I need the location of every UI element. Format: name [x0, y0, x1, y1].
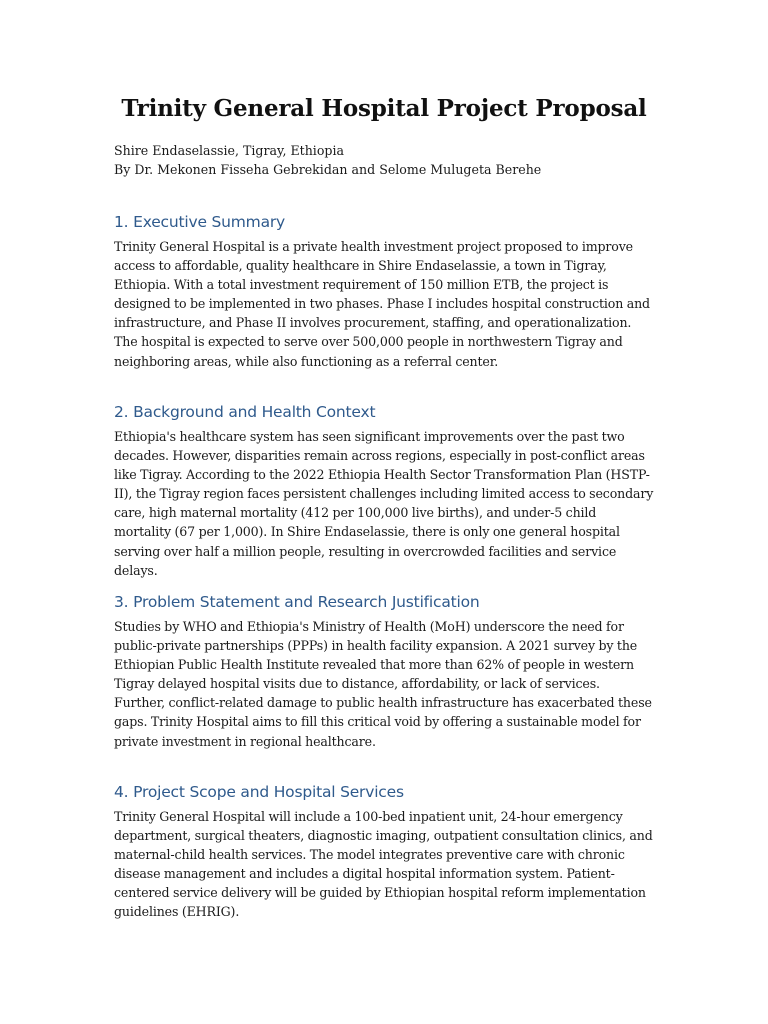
section-body: Studies by WHO and Ethiopia's Ministry of Health (MoH) underscore the need for public-private partnerships (PPPs) in health facility expansion. A 2021 survey by the Ethiopian Public Health Institute revealed that more than 62% of people in western Tigray delayed hospital visits due to distance, affordability, or lack of services. Further, conflict-related damage to public health infrastructure has exacerbated these gaps. Trinity Hospital aims to fill this critical void by offering a sustainable model for private investment in regional healthcare.: [114, 619, 652, 749]
document-title: Trinity General Hospital Project Proposal: [121, 95, 647, 122]
section-heading: 1. Executive Summary: [114, 213, 286, 231]
section-heading: 2. Background and Health Context: [114, 403, 376, 421]
section-background: [114, 401, 654, 580]
document-location: Shire Endaselassie, Tigray, Ethiopia: [114, 143, 345, 158]
section-heading: 4. Project Scope and Hospital Services: [114, 783, 404, 801]
document-authors: By Dr. Mekonen Fisseha Gebrekidan and Selome Mulugeta Berehe: [114, 162, 542, 177]
section-body: Trinity General Hospital will include a 100-bed inpatient unit, 24-hour emergency department, surgical theaters, diagnostic imaging, outpatient consultation clinics, and maternal-child health services. The model integrates preventive care with chronic disease management and includes a digital hospital information system. Patient-centered service delivery will be guided by Ethiopian hospital reform implementation guidelines (EHRIG).: [114, 809, 653, 920]
section-body: Ethiopia's healthcare system has seen significant improvements over the past two decades. However, disparities remain across regions, especially in post-conflict areas like Tigray. According to the 2022 Ethiopia Health Sector Transformation Plan (HSTP-II), the Tigray region faces persistent challenges including limited access to secondary care, high maternal mortality (412 per 100,000 live births), and under-5 child mortality (67 per 1,000). In Shire Endaselassie, there is only one general hospital serving over half a million people, resulting in overcrowded facilities and service delays.: [114, 429, 654, 578]
section-heading: 3. Problem Statement and Research Justification: [114, 593, 480, 611]
section-body: Trinity General Hospital is a private health investment project proposed to improve access to affordable, quality healthcare in Shire Endaselassie, a town in Tigray, Ethiopia. With a total investment requirement of 150 million ETB, the project is designed to be implemented in two phases. Phase I includes hospital construction and infrastructure, and Phase II involves procurement, staffing, and operationalization. The hospital is expected to serve over 500,000 people in northwestern Tigray and neighboring areas, while also functioning as a referral center.: [114, 239, 650, 369]
section-executive-summary: [114, 211, 654, 371]
document-meta: [114, 141, 654, 179]
section-problem-statement: [114, 591, 654, 751]
section-project-scope: [114, 781, 654, 922]
